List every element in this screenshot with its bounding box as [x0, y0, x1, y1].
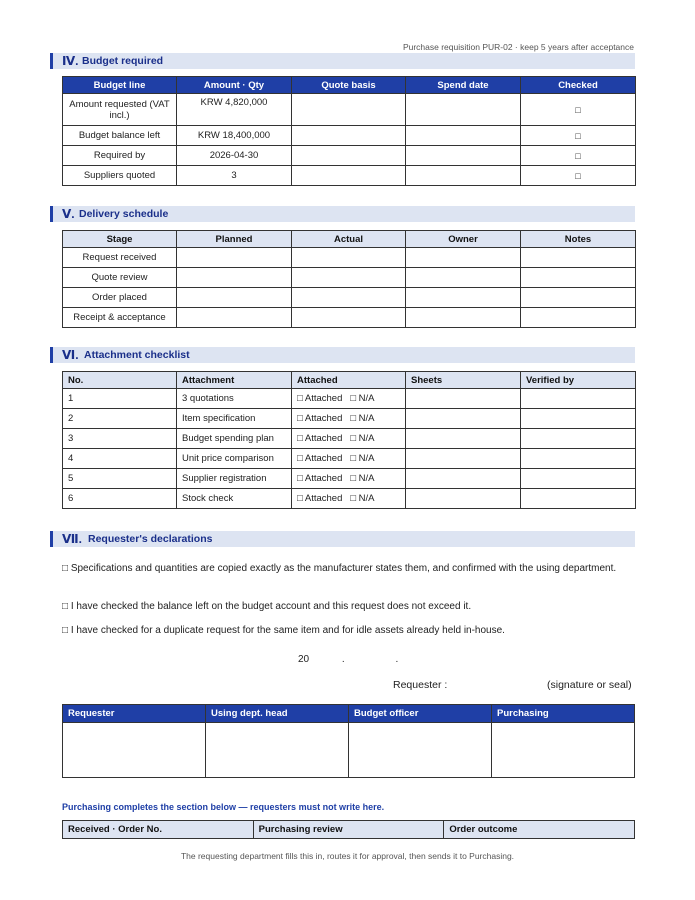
section-number: Ⅶ.	[62, 532, 82, 546]
table-row	[63, 449, 636, 469]
declaration-item[interactable]: □ I have checked the balance left on the budget account and this request does not exceed it.	[62, 601, 472, 612]
footer-note: The requesting department fills this in, routes it for approval, then sends it to Purchasing.	[180, 851, 515, 861]
amount-cell: 3	[177, 166, 292, 186]
attachment-name: Budget spending plan	[177, 429, 292, 449]
section-title: Delivery schedule	[79, 208, 169, 220]
column-header: Stage	[63, 231, 177, 248]
actual-cell[interactable]	[292, 248, 406, 268]
attached-options	[292, 449, 406, 469]
attached-checkbox[interactable]: □ Attached	[297, 393, 343, 404]
attachment-name: Item specification	[177, 409, 292, 429]
purchasing-header: Received · Order No.	[63, 821, 254, 839]
stage-label: Order placed	[63, 288, 177, 308]
actual-cell[interactable]	[292, 268, 406, 288]
budget-line: Suppliers quoted	[63, 166, 177, 186]
na-checkbox[interactable]: □ N/A	[350, 453, 375, 464]
approval-header: Requester	[63, 705, 206, 723]
budget-table	[62, 76, 636, 186]
verified-by-cell[interactable]	[521, 389, 636, 409]
table-row	[63, 268, 636, 288]
column-header: Owner	[406, 231, 521, 248]
table-row	[63, 126, 636, 146]
column-header: No.	[63, 372, 177, 389]
stage-label: Receipt & acceptance	[63, 308, 177, 328]
approval-header: Budget officer	[349, 705, 492, 723]
declaration-item[interactable]: □ Specifications and quantities are copied exactly as the manufacturer states them, and confirmed with the using department.	[62, 563, 617, 574]
attachment-number: 6	[63, 489, 177, 509]
purchasing-signature-box[interactable]	[492, 723, 635, 778]
attachment-number: 2	[63, 409, 177, 429]
na-checkbox[interactable]: □ N/A	[350, 393, 375, 404]
sheets-cell[interactable]	[406, 389, 521, 409]
actual-cell[interactable]	[292, 288, 406, 308]
na-checkbox[interactable]: □ N/A	[350, 493, 375, 504]
attachment-number: 4	[63, 449, 177, 469]
column-header: Spend date	[406, 77, 521, 94]
column-header: Attachment	[177, 372, 292, 389]
spend-date-cell[interactable]	[406, 146, 521, 166]
delivery-section	[50, 206, 635, 323]
attachment-name: Unit price comparison	[177, 449, 292, 469]
planned-cell[interactable]	[177, 248, 292, 268]
form-reference-note: Purchase requisition PUR-02 · keep 5 years after acceptance	[402, 42, 634, 52]
date-line[interactable]	[298, 654, 398, 665]
stage-label: Quote review	[63, 268, 177, 288]
attached-options	[292, 409, 406, 429]
attached-options	[292, 429, 406, 449]
delivery-section-heading	[50, 206, 635, 222]
attached-checkbox[interactable]: □ Attached	[297, 473, 343, 484]
table-row	[63, 94, 636, 126]
notes-cell[interactable]	[521, 308, 636, 328]
attached-options	[292, 489, 406, 509]
budget-line: Budget balance left	[63, 126, 177, 146]
section-number: Ⅵ.	[62, 348, 79, 362]
attachment-table	[62, 371, 636, 509]
table-row	[63, 288, 636, 308]
quote-basis-cell[interactable]	[292, 126, 406, 146]
attachment-name: Stock check	[177, 489, 292, 509]
attachment-number: 3	[63, 429, 177, 449]
notes-cell[interactable]	[521, 268, 636, 288]
planned-cell[interactable]	[177, 308, 292, 328]
table-row	[63, 469, 636, 489]
requester-label: Requester :	[393, 679, 448, 691]
amount-cell: KRW 4,820,000	[177, 94, 292, 126]
attached-checkbox[interactable]: □ Attached	[297, 453, 343, 464]
verified-by-cell[interactable]	[521, 409, 636, 429]
column-header: Attached	[292, 372, 406, 389]
attached-options	[292, 469, 406, 489]
checked-checkbox[interactable]: □	[521, 94, 636, 126]
declarations-section-heading	[50, 531, 635, 547]
attachment-name: 3 quotations	[177, 389, 292, 409]
section-accent-bar	[50, 206, 53, 222]
budget-officer-signature-box[interactable]	[349, 723, 492, 778]
table-row	[63, 389, 636, 409]
spend-date-cell[interactable]	[406, 94, 521, 126]
checked-checkbox[interactable]: □	[521, 166, 636, 186]
section-accent-bar	[50, 531, 53, 547]
na-checkbox[interactable]: □ N/A	[350, 473, 375, 484]
section-number: Ⅳ.	[62, 54, 79, 68]
signature-note[interactable]: (signature or seal)	[547, 679, 632, 691]
budget-section-heading	[50, 53, 635, 69]
actual-cell[interactable]	[292, 308, 406, 328]
column-header: Checked	[521, 77, 636, 94]
stage-label: Request received	[63, 248, 177, 268]
attachment-number: 5	[63, 469, 177, 489]
table-row	[63, 489, 636, 509]
checked-checkbox[interactable]: □	[521, 126, 636, 146]
owner-cell[interactable]	[406, 268, 521, 288]
budget-section	[50, 53, 635, 181]
attachment-section	[50, 347, 635, 504]
quote-basis-cell[interactable]	[292, 166, 406, 186]
attachment-section-heading	[50, 347, 635, 363]
requester-signature-box[interactable]	[63, 723, 206, 778]
quote-basis-cell[interactable]	[292, 94, 406, 126]
sheets-cell[interactable]	[406, 429, 521, 449]
spend-date-cell[interactable]	[406, 126, 521, 146]
table-row	[63, 308, 636, 328]
sheets-cell[interactable]	[406, 469, 521, 489]
attachment-number: 1	[63, 389, 177, 409]
purchasing-only-note: Purchasing completes the section below — requesters must not write here.	[62, 802, 385, 812]
purchasing-table	[62, 820, 635, 839]
date-separator: .	[395, 654, 399, 665]
section-title: Attachment checklist	[84, 349, 190, 361]
column-header: Verified by	[521, 372, 636, 389]
checked-checkbox[interactable]: □	[521, 146, 636, 166]
approval-header: Using dept. head	[206, 705, 349, 723]
table-row	[63, 146, 636, 166]
section-title: Budget required	[82, 55, 164, 67]
section-number: Ⅴ.	[62, 207, 75, 221]
column-header: Sheets	[406, 372, 521, 389]
sheets-cell[interactable]	[406, 489, 521, 509]
owner-cell[interactable]	[406, 288, 521, 308]
attached-checkbox[interactable]: □ Attached	[297, 493, 343, 504]
owner-cell[interactable]	[406, 308, 521, 328]
section-accent-bar	[50, 53, 53, 69]
notes-cell[interactable]	[521, 248, 636, 268]
verified-by-cell[interactable]	[521, 429, 636, 449]
planned-cell[interactable]	[177, 268, 292, 288]
approval-signature-row	[63, 723, 635, 778]
table-row	[63, 166, 636, 186]
attached-checkbox[interactable]: □ Attached	[297, 433, 343, 444]
purchasing-header: Order outcome	[444, 821, 635, 839]
na-checkbox[interactable]: □ N/A	[350, 433, 375, 444]
column-header: Budget line	[63, 77, 177, 94]
column-header: Planned	[177, 231, 292, 248]
column-header: Quote basis	[292, 77, 406, 94]
delivery-table	[62, 230, 636, 328]
attachment-name: Supplier registration	[177, 469, 292, 489]
table-row	[63, 429, 636, 449]
purchasing-header: Purchasing review	[253, 821, 444, 839]
declarations-section	[50, 531, 635, 547]
spend-date-cell[interactable]	[406, 166, 521, 186]
dept-head-signature-box[interactable]	[206, 723, 349, 778]
table-row	[63, 409, 636, 429]
amount-cell: KRW 18,400,000	[177, 126, 292, 146]
approval-header: Purchasing	[492, 705, 635, 723]
year-prefix: 20	[298, 654, 310, 665]
na-checkbox[interactable]: □ N/A	[350, 413, 375, 424]
table-row	[63, 248, 636, 268]
quote-basis-cell[interactable]	[292, 146, 406, 166]
verified-by-cell[interactable]	[521, 489, 636, 509]
declaration-item[interactable]: □ I have checked for a duplicate request for the same item and for idle assets already held in-house.	[62, 625, 505, 636]
budget-line: Required by	[63, 146, 177, 166]
approval-table	[62, 704, 635, 778]
attached-checkbox[interactable]: □ Attached	[297, 413, 343, 424]
amount-cell: 2026-04-30	[177, 146, 292, 166]
column-header: Actual	[292, 231, 406, 248]
owner-cell[interactable]	[406, 248, 521, 268]
section-title: Requester's declarations	[88, 533, 213, 545]
verified-by-cell[interactable]	[521, 469, 636, 489]
sheets-cell[interactable]	[406, 449, 521, 469]
budget-line: Amount requested (VAT incl.)	[63, 94, 177, 126]
date-separator: .	[341, 654, 345, 665]
sheets-cell[interactable]	[406, 409, 521, 429]
section-accent-bar	[50, 347, 53, 363]
verified-by-cell[interactable]	[521, 449, 636, 469]
column-header: Amount · Qty	[177, 77, 292, 94]
planned-cell[interactable]	[177, 288, 292, 308]
notes-cell[interactable]	[521, 288, 636, 308]
attached-options	[292, 389, 406, 409]
column-header: Notes	[521, 231, 636, 248]
